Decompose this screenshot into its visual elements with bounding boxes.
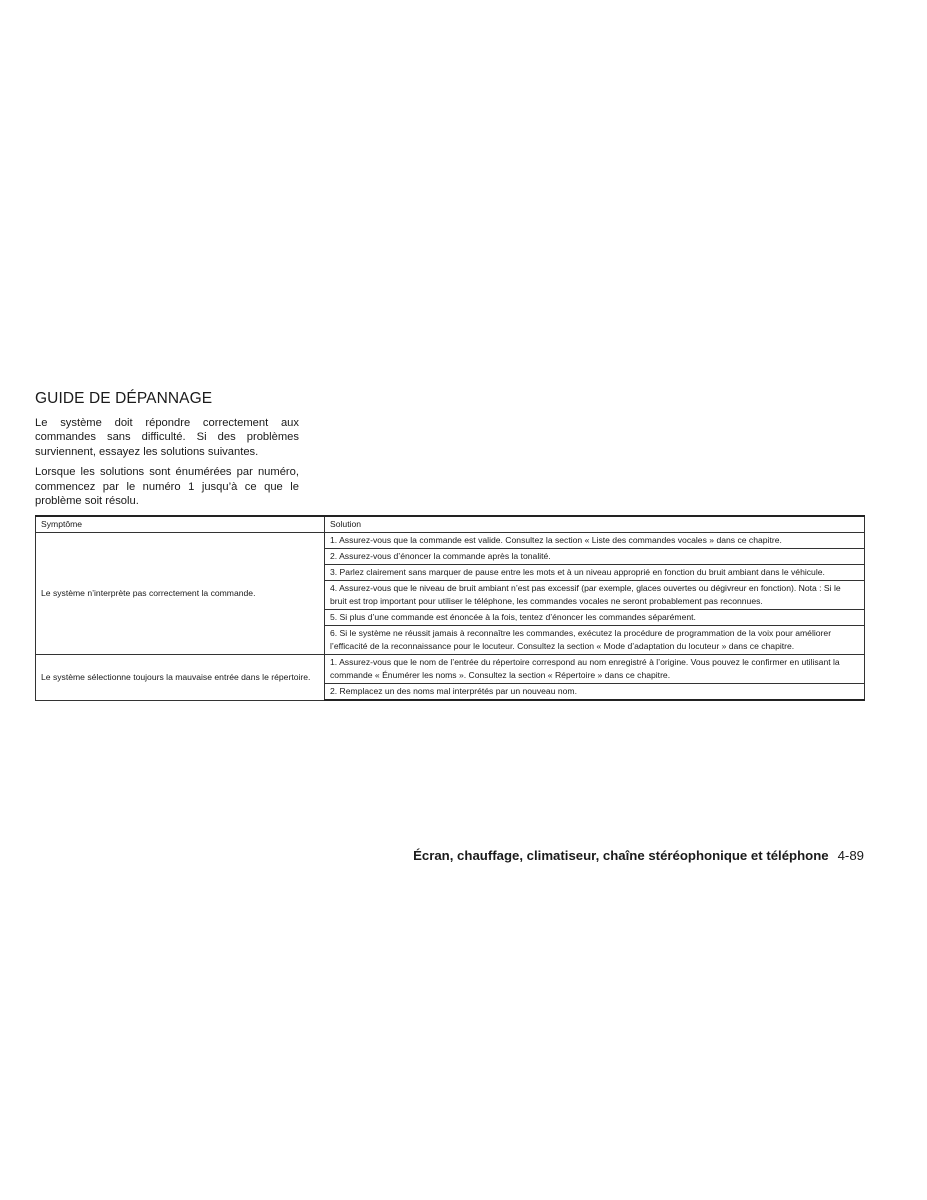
solution-cell: 2. Remplacez un des noms mal interprétés par un nouveau nom. bbox=[325, 684, 865, 701]
intro-paragraph: Lorsque les solutions sont énumérées par numéro, commencez par le numéro 1 jusqu’à ce que le problème soit résolu. bbox=[35, 466, 299, 508]
intro-text bbox=[35, 416, 299, 514]
intro-paragraph: Le système doit répondre correctement aux commandes sans difficulté. Si des problèmes surviennent, essayez les solutions suivantes. bbox=[35, 417, 299, 458]
page-footer bbox=[413, 848, 864, 863]
solution-cell: 3. Parlez clairement sans marquer de pause entre les mots et à un niveau approprié en fonction du bruit ambiant dans le véhicule. bbox=[325, 565, 865, 581]
solution-cell: 5. Si plus d’une commande est énoncée à la fois, tentez d’énoncer les commandes séparément. bbox=[325, 610, 865, 626]
section-heading: GUIDE DE DÉPANNAGE bbox=[35, 390, 213, 407]
solution-cell: 1. Assurez-vous que le nom de l’entrée du répertoire correspond au nom enregistré à l’origine. Vous pouvez le confirmer en utilisant la commande « Énumérer les noms ». Consultez la section « Répertoire » dans ce chapitre. bbox=[325, 655, 865, 684]
header-symptom: Symptôme bbox=[36, 516, 325, 533]
solution-cell: 6. Si le système ne réussit jamais à reconnaître les commandes, exécutez la procédure de programmation de la voix pour améliorer l’efficacité de la reconnaissance pour le locuteur. Consultez la section « Mode d’adaptation du locuteur » dans ce chapitre. bbox=[325, 626, 865, 655]
symptom-cell: Le système sélectionne toujours la mauvaise entrée dans le répertoire. bbox=[36, 655, 325, 701]
solution-cell: 4. Assurez-vous que le niveau de bruit ambiant n’est pas excessif (par exemple, glaces ouvertes ou dégivreur en fonction). Nota : Si le bruit est trop important pour utiliser le téléphone, les commandes vocales ne seront probablement pas reconnues. bbox=[325, 581, 865, 610]
solution-cell: 1. Assurez-vous que la commande est valide. Consultez la section « Liste des commandes vocales » dans ce chapitre. bbox=[325, 533, 865, 549]
symptom-cell: Le système n’interprète pas correctement la commande. bbox=[36, 533, 325, 655]
troubleshooting-table bbox=[35, 515, 865, 701]
table-row bbox=[36, 655, 865, 684]
table-row bbox=[36, 533, 865, 549]
page-number: 4-89 bbox=[837, 848, 864, 863]
solution-cell: 2. Assurez-vous d’énoncer la commande après la tonalité. bbox=[325, 549, 865, 565]
table-header-row bbox=[36, 516, 865, 533]
header-solution: Solution bbox=[325, 516, 865, 533]
chapter-title: Écran, chauffage, climatiseur, chaîne stéréophonique et téléphone bbox=[413, 848, 829, 863]
